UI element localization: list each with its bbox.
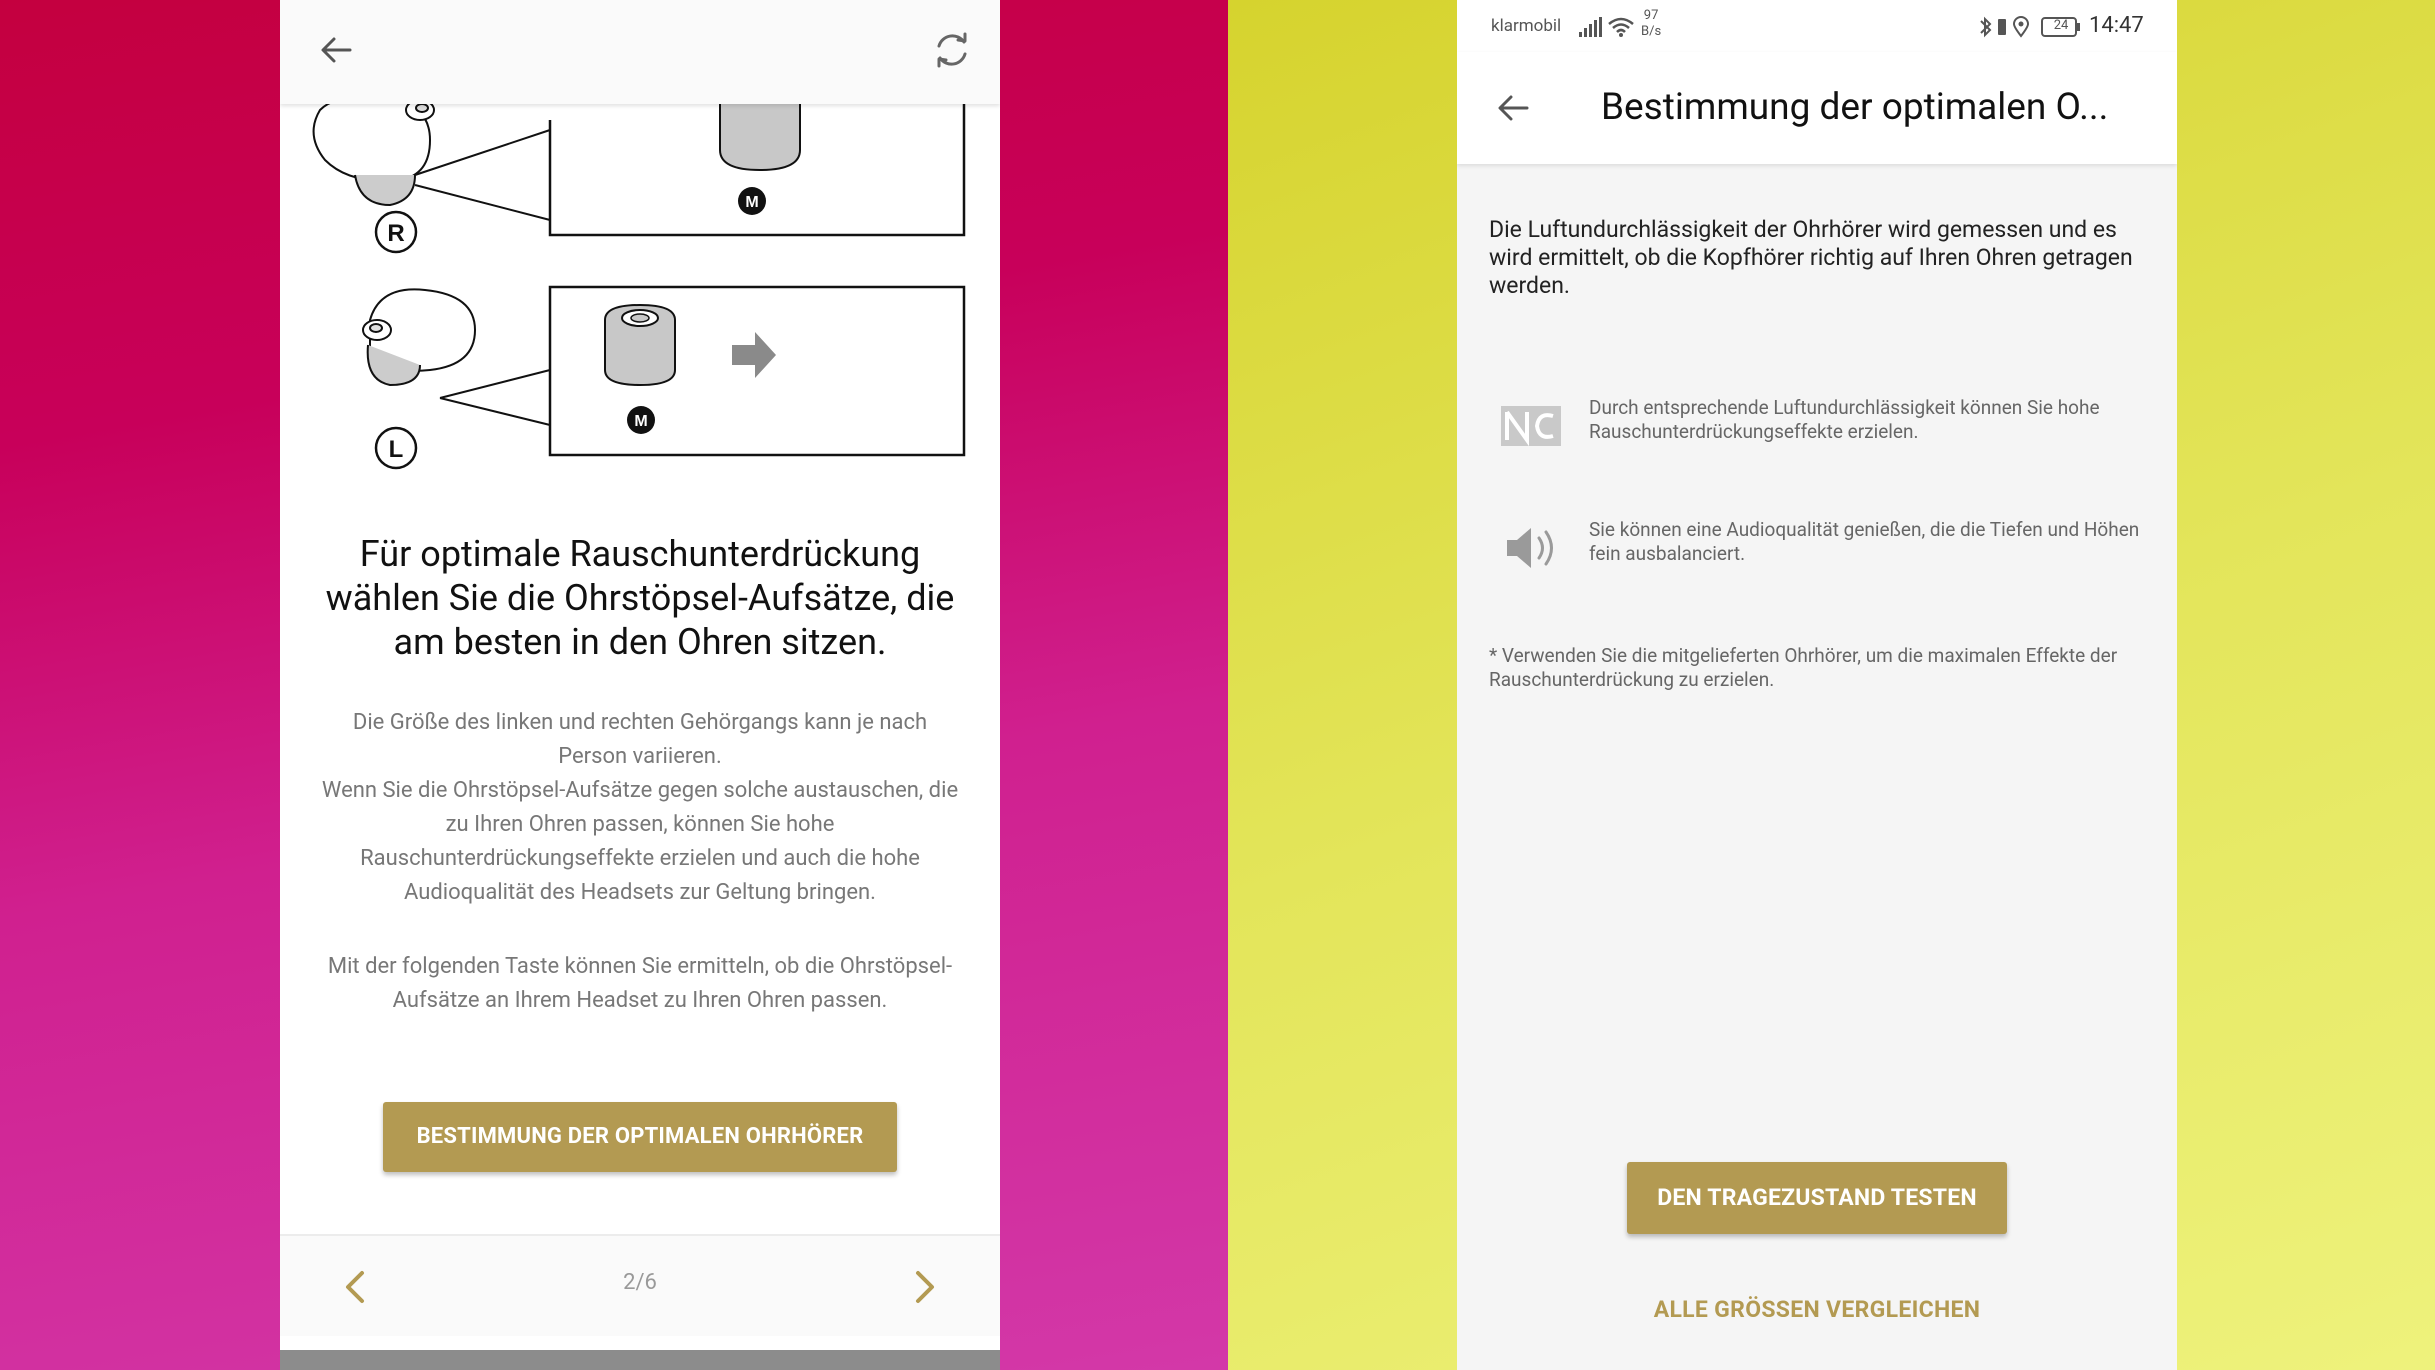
right-label: R (387, 220, 405, 247)
network-speed: 97 B/s (1641, 8, 1662, 39)
earbud-tip-illustration (280, 80, 1000, 480)
wifi-icon (1607, 16, 1635, 38)
right-earbud-drawing (314, 97, 434, 205)
intro-text: Die Luftundurchlässigkeit der Ohrhörer wird gemessen und es wird ermittelt, ob die Kopfhörer richtig auf Ihren Ohren getragen werden. (1489, 216, 2133, 299)
navigation-bar (280, 1350, 1000, 1370)
bluetooth-icon (1977, 14, 1995, 40)
page-title: Bestimmung der optimalen O... (1601, 86, 2109, 129)
clock: 14:47 (2089, 13, 2144, 38)
back-arrow-icon[interactable] (316, 30, 356, 70)
test-fit-button[interactable]: DEN TRAGEZUSTAND TESTEN (1627, 1162, 2007, 1234)
nc-icon (1501, 396, 1565, 456)
feature-nc-text: Durch entsprechende Luftundurchlässigkeit können Sie hohe Rauschunterdrückungseffekte erzielen. (1589, 396, 2100, 443)
chevron-right-icon[interactable] (908, 1270, 942, 1304)
size-label-top: M (745, 194, 759, 211)
vibrate-icon (1995, 14, 2009, 40)
description-paragraph-1: Die Größe des linken und rechten Gehörgangs kann je nach Person variieren. (352, 710, 928, 769)
right-app-header (1457, 52, 2177, 164)
page-heading: Für optimale Rauschunterdrückung wählen Sie die Ohrstöpsel-Aufsätze, die am besten in den Ohren sitzen. (325, 533, 955, 663)
determine-optimal-earbuds-button[interactable]: BESTIMMUNG DER OPTIMALEN OHRHÖRER (383, 1102, 897, 1172)
right-phone-screen (1457, 0, 2177, 1370)
compare-all-sizes-link[interactable]: ALLE GRÖSSEN VERGLEICHEN (1653, 1296, 1981, 1323)
feature-noise-cancelling (1457, 396, 2177, 476)
carrier-name: klarmobil (1491, 16, 1562, 36)
feature-audio-quality (1457, 518, 2177, 598)
left-app-header (280, 0, 1000, 104)
pagination-footer (280, 1234, 1000, 1336)
chevron-left-icon[interactable] (338, 1270, 372, 1304)
speaker-icon (1501, 518, 1565, 578)
left-earbud-drawing (363, 289, 475, 385)
refresh-icon[interactable] (930, 28, 974, 72)
feature-audio-text: Sie können eine Audioqualität genießen, die die Tiefen und Höhen fein ausbalanciert. (1589, 518, 2140, 565)
signal-icon (1577, 16, 1603, 38)
footnote: * Verwenden Sie die mitgelieferten Ohrhörer, um die maximalen Effekte der Rauschunterdrückung zu erzielen. (1489, 644, 2118, 691)
description-paragraph-3: Mit der folgenden Taste können Sie ermitteln, ob die Ohrstöpsel-Aufsätze an Ihrem Headset zu Ihren Ohren passen. (327, 954, 953, 1013)
status-bar (1457, 0, 2177, 52)
size-label-bottom: M (634, 413, 648, 430)
left-phone-screen (280, 0, 1000, 1370)
back-arrow-icon[interactable] (1493, 88, 1533, 128)
left-label: L (388, 436, 404, 463)
location-icon (2012, 14, 2030, 40)
description-text (316, 706, 964, 1018)
battery-level: 24 (2053, 18, 2069, 33)
description-paragraph-2: Wenn Sie die Ohrstöpsel-Aufsätze gegen solche austauschen, die zu Ihren Ohren passen, können Sie hohe Rauschunterdrückungseffekte erzielen und auch die hohe Audioqualität des Headsets zur Geltung bringen. (321, 778, 959, 905)
page-indicator: 2/6 (623, 1270, 657, 1295)
